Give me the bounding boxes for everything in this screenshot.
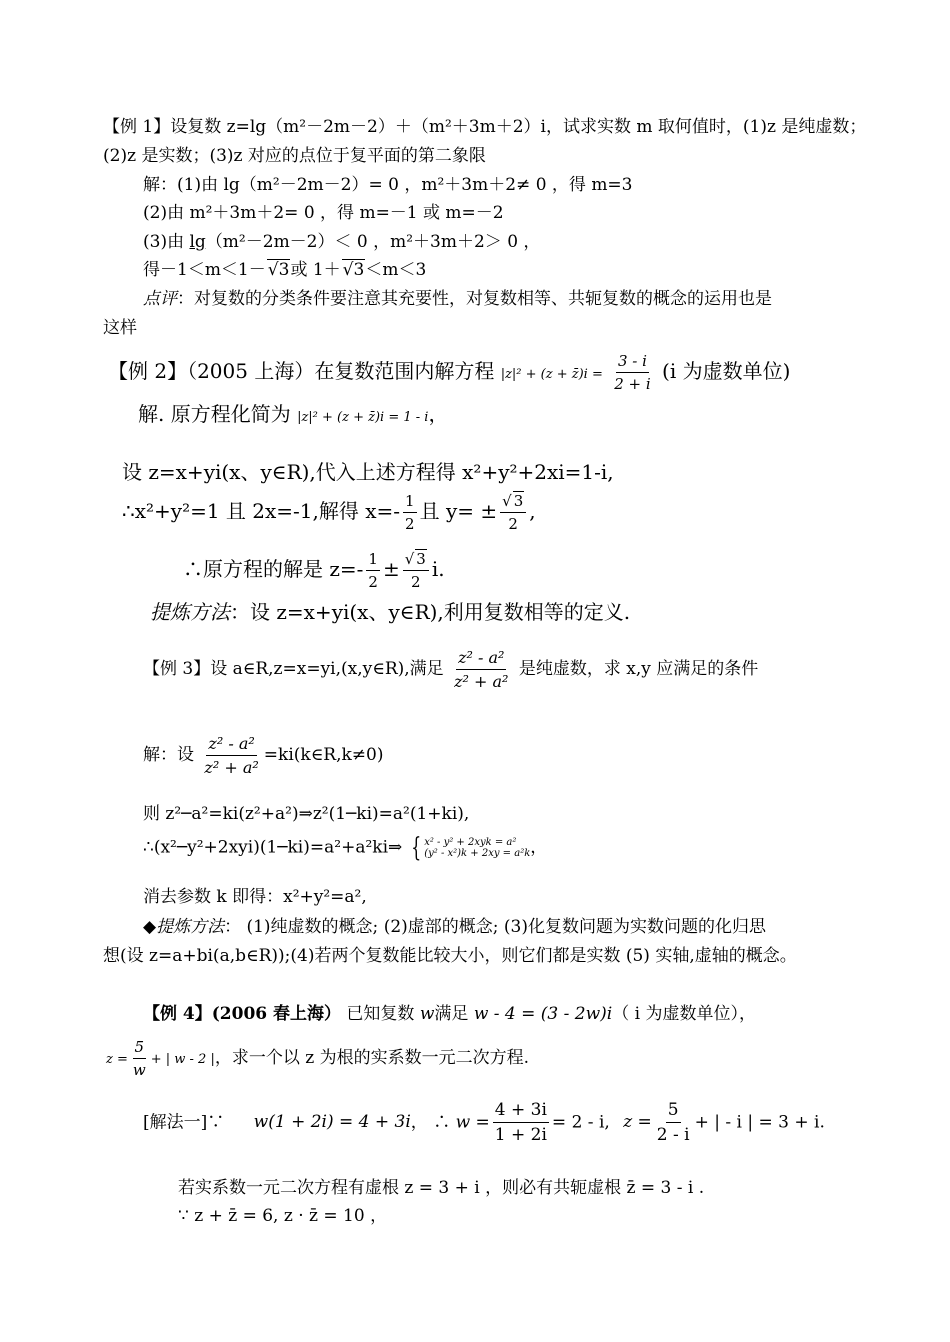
because-icon: ∵ [207, 1112, 225, 1133]
ex4-last-line: ∵ z + z̄ = 6, z · z̄ = 10 ， [178, 1206, 388, 1226]
ex1-solution-2: (2)由 m²＋3m＋2= 0 ，得 m=－1 或 m=－2 [143, 203, 504, 223]
ex3-sol3-text: ∴(x²─y²+2xyi)(1─ki)=a²+a²ki⇒ [143, 837, 403, 858]
ex2-simplify-equation: |z|² + (z + z̄)i = 1 - i [297, 410, 429, 425]
ex4-w-fraction: $\frac{4 + 3i}{1 + 2i}$ [494, 1100, 547, 1146]
ex1-sol4-e: ＜m＜3 [365, 260, 427, 280]
ex4-title-c: 满足 [434, 1004, 474, 1024]
ex1-sol4-c: 或 1＋ [290, 260, 341, 280]
ex2-sqrt-fraction: $\frac{√ 3}{2}$ [403, 550, 429, 591]
ex4-line2-tail: ，求一个以 z 为根的实系数一元二次方程. [214, 1048, 529, 1068]
ex3-equation-system: { x² - y² + 2xyk = a² (y² - x²)k + 2xy = a²k [410, 833, 531, 863]
ex3-method-text: ： (1)纯虚数的概念; (2)虚部的概念; (3)化复数问题为实数问题的化归思 [224, 917, 766, 937]
ex1-comment-label: 点评 [143, 289, 177, 309]
ex2-solution-b: ± [382, 557, 400, 581]
ex2-simplify-tail: ， [428, 402, 449, 426]
ex2-solution [183, 550, 445, 591]
ex2-result [122, 492, 536, 533]
ex3-solution-4: 消去参数 k 即得：x²+y²=a², [143, 887, 367, 907]
ex3-sol-b: =ki(k∈R,k≠0) [263, 745, 384, 766]
ex2-equation-lhs: |z|² + (z + z̄)i = [500, 367, 603, 382]
ex3-sol-a: 解：设 [143, 745, 194, 766]
sqrt-icon: √3 [267, 260, 290, 280]
ex4-title-label: 【例 4】(2006 春上海） [143, 1004, 342, 1024]
ex2-method [150, 600, 630, 624]
sqrt-icon: √3 [342, 260, 365, 280]
ex3-title [143, 648, 758, 691]
ex2-half-fraction: $\frac{1}{2}$ [405, 492, 415, 533]
ex1-sol4-a: 得－1＜m＜1－ [143, 260, 266, 280]
ex3-fraction: $\frac{\text{z² - a²}}{\text{z² + a²}}$ [454, 648, 509, 692]
ex3-fraction: $\frac{\text{z² - a²}}{\text{z² + a²}}$ [204, 734, 259, 778]
ex2-substitution: 设 z=x+yi(x、y∈R),代入上述方程得 x²+y²+2xi=1-i, [122, 460, 614, 484]
ex4-sol-label: [解法一] [143, 1112, 208, 1133]
ex3-sol3-tail: ， [530, 837, 548, 858]
ex2-simplify-label: 解. 原方程化简为 [138, 402, 291, 426]
diamond-bullet-icon: ◆ [143, 917, 157, 937]
ex1-sol3-prefix: (3)由 [143, 232, 190, 252]
brace-icon: { [410, 833, 421, 863]
ex4-root-line: 若实系数一元二次方程有虚根 z = 3 + i ，则必有共轭虚根 z̄ = 3 - i . [178, 1178, 705, 1198]
ex1-solution-4 [143, 260, 426, 280]
ex2-method-label: 提炼方法 [150, 600, 230, 624]
ex4-sol-sep: ， [410, 1112, 428, 1133]
ex2-title-text: 【例 2】（2005 上海）在复数范围内解方程 [108, 359, 495, 383]
ex2-method-text: ：设 z=x+yi(x、y∈R),利用复数相等的定义. [230, 600, 631, 624]
ex4-sol-eq1: w(1 + 2i) = 4 + 3i [253, 1112, 411, 1133]
ex4-condition: w - 4 = (3 - 2w)i [473, 1004, 613, 1024]
ex1-line2: (2)z 是实数；(3)z 对应的点位于复平面的第二象限 [103, 146, 486, 166]
ex4-sol-dot: . [819, 1112, 825, 1133]
ex4-title [143, 1004, 756, 1024]
ex1-solution-1: 解：(1)由 lg（m²－2m－2）= 0 ，m²＋3m＋2≠ 0 ，得 m=3 [143, 175, 633, 195]
ex2-simplify [138, 402, 448, 426]
ex4-solution-1 [143, 1100, 825, 1146]
ex2-solution-c: i. [431, 557, 445, 581]
ex4-z-lhs: z = [106, 1052, 128, 1067]
therefore-icon: ∴ [433, 1112, 451, 1133]
ex3-title-a: 【例 3】设 a∈R,z=x=yi,(x,y∈R),满足 [143, 659, 444, 680]
ex2-solution-a: ∴原方程的解是 z=- [183, 557, 364, 581]
ex4-sol-w: w = [455, 1112, 490, 1133]
ex4-w-var: w [419, 1004, 435, 1024]
ex4-z-fraction: $\frac{5}{w}$ [132, 1038, 146, 1079]
ex4-z-rhs: + | w - 2 | [150, 1052, 215, 1067]
ex3-solution-3 [143, 835, 547, 861]
ex3-solution-1 [143, 734, 383, 777]
ex4-title-b: 已知复数 [341, 1004, 420, 1024]
ex2-title [108, 352, 790, 393]
ex1-sol3-rest: （m²－2m－2）＜ 0 ，m²＋3m＋2＞ 0 ， [205, 232, 541, 252]
ex2-half-fraction: $\frac{1}{2}$ [368, 550, 378, 591]
ex2-equation-fraction: $\frac{3 - i}{2 + i}$ [614, 352, 651, 393]
ex3-title-b: 是纯虚数，求 x,y 应满足的条件 [518, 659, 759, 680]
ex1-solution-3 [143, 232, 540, 252]
ex1-comment-line1 [143, 289, 772, 309]
ex4-sol-z: z = [623, 1112, 652, 1133]
ex4-title-d: （ i 为虚数单位）， [612, 1004, 756, 1024]
ex3-method-line1 [143, 917, 766, 937]
ex1-comment-text: ：对复数的分类条件要注意其充要性，对复数相等、共轭复数的概念的运用也是 [177, 289, 772, 309]
ex1-comment-line2: 这样 [103, 318, 137, 338]
ex3-solution-2: 则 z²─a²=ki(z²+a²)⇒z²(1─ki)=a²(1+ki), [143, 804, 470, 824]
ex1-line1: 【例 1】设复数 z=lg（m²－2m－2）＋（m²＋3m＋2）i，试求实数 m 取何值时，(1)z 是纯虚数； [103, 117, 867, 137]
ex3-method-label: 提炼方法 [156, 917, 225, 937]
ex2-result-c: , [529, 499, 536, 523]
ex2-result-b: 且 y= ± [419, 499, 498, 523]
ex4-sol-eq2: = 2 - i, [551, 1112, 610, 1133]
ex2-sqrt-fraction: $\frac{√ 3}{2}$ [500, 492, 526, 533]
ex4-sol-eq3: + | - i | = 3 + i [694, 1112, 820, 1133]
ex3-method-line2: 想(设 z=a+bi(a,b∈R));(4)若两个复数能比较大小，则它们都是实数 (5) 实轴,虚轴的概念。 [103, 946, 797, 966]
ex4-z2-fraction: $\frac{5}{2 - i}$ [656, 1100, 690, 1146]
ex2-title-tail: (i 为虚数单位) [662, 359, 791, 383]
ex2-result-a: ∴x²+y²=1 且 2x=-1,解得 x=- [122, 499, 401, 523]
ex4-line2 [106, 1038, 529, 1079]
ex1-sol3-lg: lg [189, 232, 206, 252]
